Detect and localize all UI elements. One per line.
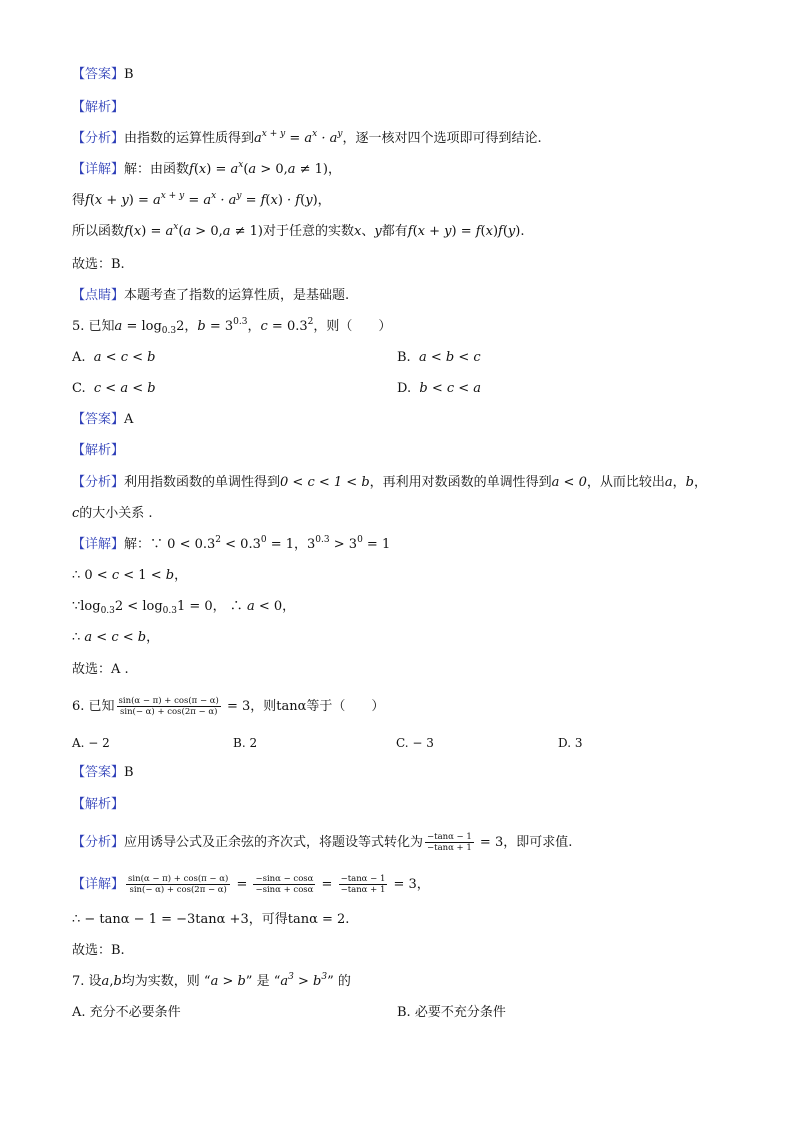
option-label: C. bbox=[72, 381, 86, 396]
answer-value: A bbox=[124, 412, 134, 427]
q4-fenxi-line bbox=[72, 130, 542, 148]
answer-tag: 【答案】 bbox=[72, 765, 125, 780]
q7-option-b: B. 必要不充分条件 bbox=[397, 1005, 506, 1020]
q5-option-c: C. c < a < b bbox=[72, 381, 156, 396]
answer-value: B bbox=[124, 67, 134, 82]
fraction: $\frac{\sin(\alpha - \pi) + \cos(\pi - \alpha)}{\sin(- \alpha) + \cos(2\pi - \alpha)}$ bbox=[118, 696, 219, 717]
xiangjie-tag: 【详解】 bbox=[72, 537, 125, 552]
line-text: ，可得 bbox=[248, 912, 288, 927]
fraction: $\frac{-\sin\alpha - \cos\alpha}{-\sin\alpha + \cos\alpha}$ bbox=[255, 874, 314, 895]
fenxi-text: 的大小关系 . bbox=[79, 506, 153, 521]
formula: ∴ a < c < b， bbox=[72, 630, 160, 645]
fenxi-text-post: ，逐一核对四个选项即可得到结论. bbox=[342, 131, 542, 146]
option-label: D. bbox=[397, 381, 412, 396]
formula: ∵ $0 < 0.3^2 < 0.3^0 = 1$，$3^{0.3} > 3^0 = 1$ bbox=[150, 535, 391, 552]
stem-text: ，则（ ） bbox=[313, 319, 392, 334]
q6-option-d: D. 3 bbox=[558, 736, 583, 750]
q5-step3 bbox=[72, 598, 295, 616]
option-label: B. bbox=[397, 350, 411, 365]
analysis-tag: 【解析】 bbox=[72, 443, 125, 458]
dianjing-text: 本题考查了指数的运算性质，是基础题. bbox=[124, 288, 350, 303]
fenxi-text-pre: 由指数的运算性质得到 bbox=[124, 131, 255, 146]
answer-value: B bbox=[124, 765, 134, 780]
stem-text: 6. 已知 bbox=[72, 699, 115, 714]
q5-stem bbox=[72, 318, 391, 336]
formula: $f(x) = a^x(a > 0,a \ne 1)$， bbox=[189, 160, 342, 177]
q7-option-a: A. 充分不必要条件 bbox=[72, 1005, 181, 1020]
formula: tanα = 2. bbox=[287, 912, 350, 927]
q5-fenxi-line2: c的大小关系 . bbox=[72, 506, 153, 521]
fenxi-text: ，即可求值. bbox=[503, 835, 573, 850]
q5-analysis-line bbox=[72, 442, 124, 460]
fenxi-tag: 【分析】 bbox=[72, 835, 125, 850]
stem-text: 均为实数，则 “ bbox=[121, 974, 211, 989]
fraction: $\frac{-\tan\alpha - 1}{-\tan\alpha + 1}$ bbox=[427, 832, 472, 853]
stem-text: ” 是 “ bbox=[245, 974, 281, 989]
q6-stem: 6. 已知 $\frac{\sin(\alpha - \pi) + \cos(\pi - \alpha)}{\sin(- \alpha) + \cos(2\pi - \alpha)}$ = 3，则tanα等于（ ） bbox=[72, 696, 385, 717]
stem-text: 5. 已知 bbox=[72, 319, 115, 334]
fenxi-text: 利用指数函数的单调性得到 bbox=[124, 475, 281, 490]
formula: $f(x) = a^x(a > 0,a \ne 1)$ bbox=[124, 222, 263, 239]
fraction: $\frac{\sin(\alpha - \pi) + \cos(\pi - \alpha)}{\sin(- \alpha) + \cos(2\pi - \alpha)}$ bbox=[128, 874, 229, 895]
answer-tag: 【答案】 bbox=[72, 412, 125, 427]
xiangjie-tag: 【详解】 bbox=[72, 162, 125, 177]
formula: $a^{x + y} = a^x \cdot a^y$ bbox=[254, 129, 343, 146]
formula: f(x + y) = f(x)f(y). bbox=[407, 224, 525, 239]
formula: ∴ 0 < c < 1 < b， bbox=[72, 568, 188, 583]
q6-option-c: C. − 3 bbox=[396, 736, 434, 750]
q6-analysis-line bbox=[72, 796, 124, 814]
q4-dianjing-line bbox=[72, 287, 349, 305]
q6-answer-line bbox=[72, 764, 134, 782]
q5-answer-line bbox=[72, 411, 133, 429]
q4-xiangjie-line bbox=[72, 161, 341, 179]
dianjing-tag: 【点睛】 bbox=[72, 288, 125, 303]
line-text: 都有 bbox=[381, 224, 408, 239]
q4-line2 bbox=[72, 192, 331, 210]
fenxi-tag: 【分析】 bbox=[72, 131, 125, 146]
analysis-tag: 【解析】 bbox=[72, 100, 125, 115]
q5-step4 bbox=[72, 629, 159, 647]
line-text: 得 bbox=[72, 193, 86, 208]
q6-option-b: B. 2 bbox=[233, 736, 258, 750]
formula: ∴ − tanα − 1 = −3tanα +3 bbox=[72, 912, 249, 927]
line-text: 、 bbox=[361, 224, 375, 239]
q4-answer-line bbox=[72, 66, 134, 84]
formula: $a = \log_{0.3}2$，$b = 3^{0.3}$，$c = 0.3^2$ bbox=[114, 317, 314, 336]
q4-analysis-line bbox=[72, 99, 124, 117]
option-label: A. bbox=[72, 350, 86, 365]
line-text: 所以函数 bbox=[72, 224, 125, 239]
formula: $\because\log_{0.3}2 < \log_{0.3}1 = 0$， ∴ a < 0， bbox=[72, 599, 296, 616]
q5-option-d: D. b < c < a bbox=[397, 381, 482, 396]
q5-option-a: A. a < c < b bbox=[72, 350, 156, 365]
stem-text: ，则tanα等于（ ） bbox=[250, 699, 385, 714]
q6-step2 bbox=[72, 911, 349, 929]
q5-option-b: B. a < b < c bbox=[397, 350, 481, 365]
q5-xiangjie-line bbox=[72, 536, 390, 554]
xiangjie-text: 解：由函数 bbox=[124, 162, 190, 177]
line-text: 对于任意的实数 bbox=[263, 224, 355, 239]
q4-line3: 所以函数$f(x) = a^x(a > 0,a \ne 1)$对于任意的实数x、y都有f(x + y) = f(x)f(y). bbox=[72, 222, 525, 239]
stem-text: 7. 设 bbox=[72, 974, 102, 989]
q6-choose: 故选：B. bbox=[72, 943, 125, 958]
formula: $f(x + y) = a^{x + y} = a^x \cdot a^y = f(x) \cdot f(y)$， bbox=[85, 191, 331, 208]
q5-step2 bbox=[72, 567, 187, 585]
q6-fenxi-line: 【分析】应用诱导公式及正余弦的齐次式，将题设等式转化为 $\frac{-\tan\alpha - 1}{-\tan\alpha + 1}$ = 3，即可求值. bbox=[72, 832, 573, 853]
xiangjie-tag: 【详解】 bbox=[72, 877, 125, 892]
fenxi-tag: 【分析】 bbox=[72, 475, 125, 490]
q7-stem: 7. 设a,b均为实数，则 “a > b” 是 “$a^3 > b^3$” 的 bbox=[72, 972, 351, 989]
q6-xiangjie-line: 【详解】 $\frac{\sin(\alpha - \pi) + \cos(\pi - \alpha)}{\sin(- \alpha) + \cos(2\pi - \alpha)}$ = $\frac{-\sin\alpha - \cos\alpha}{-\sin\alpha + \cos\alpha}$ = $\frac{-\tan\alpha - 1}{-\tan\alpha + 1}$ = 3， bbox=[72, 874, 430, 895]
q4-choose: 故选：B. bbox=[72, 257, 125, 272]
fenxi-text: 应用诱导公式及正余弦的齐次式，将题设等式转化为 bbox=[124, 835, 424, 850]
q5-fenxi-line: 【分析】利用指数函数的单调性得到0 < c < 1 < b，再利用对数函数的单调性得到a < 0，从而比较出a，b， bbox=[72, 475, 707, 490]
xiangjie-text: 解： bbox=[124, 537, 151, 552]
fraction: $\frac{-\tan\alpha - 1}{-\tan\alpha + 1}$ bbox=[340, 874, 386, 895]
fenxi-text: ，再利用对数函数的单调性得到 bbox=[369, 475, 552, 490]
analysis-tag: 【解析】 bbox=[72, 797, 125, 812]
fenxi-text: ，从而比较出 bbox=[586, 475, 665, 490]
q6-option-a: A. − 2 bbox=[72, 736, 110, 750]
stem-text: ” 的 bbox=[327, 974, 351, 989]
answer-tag: 【答案】 bbox=[72, 67, 125, 82]
q5-choose: 故选：A . bbox=[72, 662, 129, 677]
